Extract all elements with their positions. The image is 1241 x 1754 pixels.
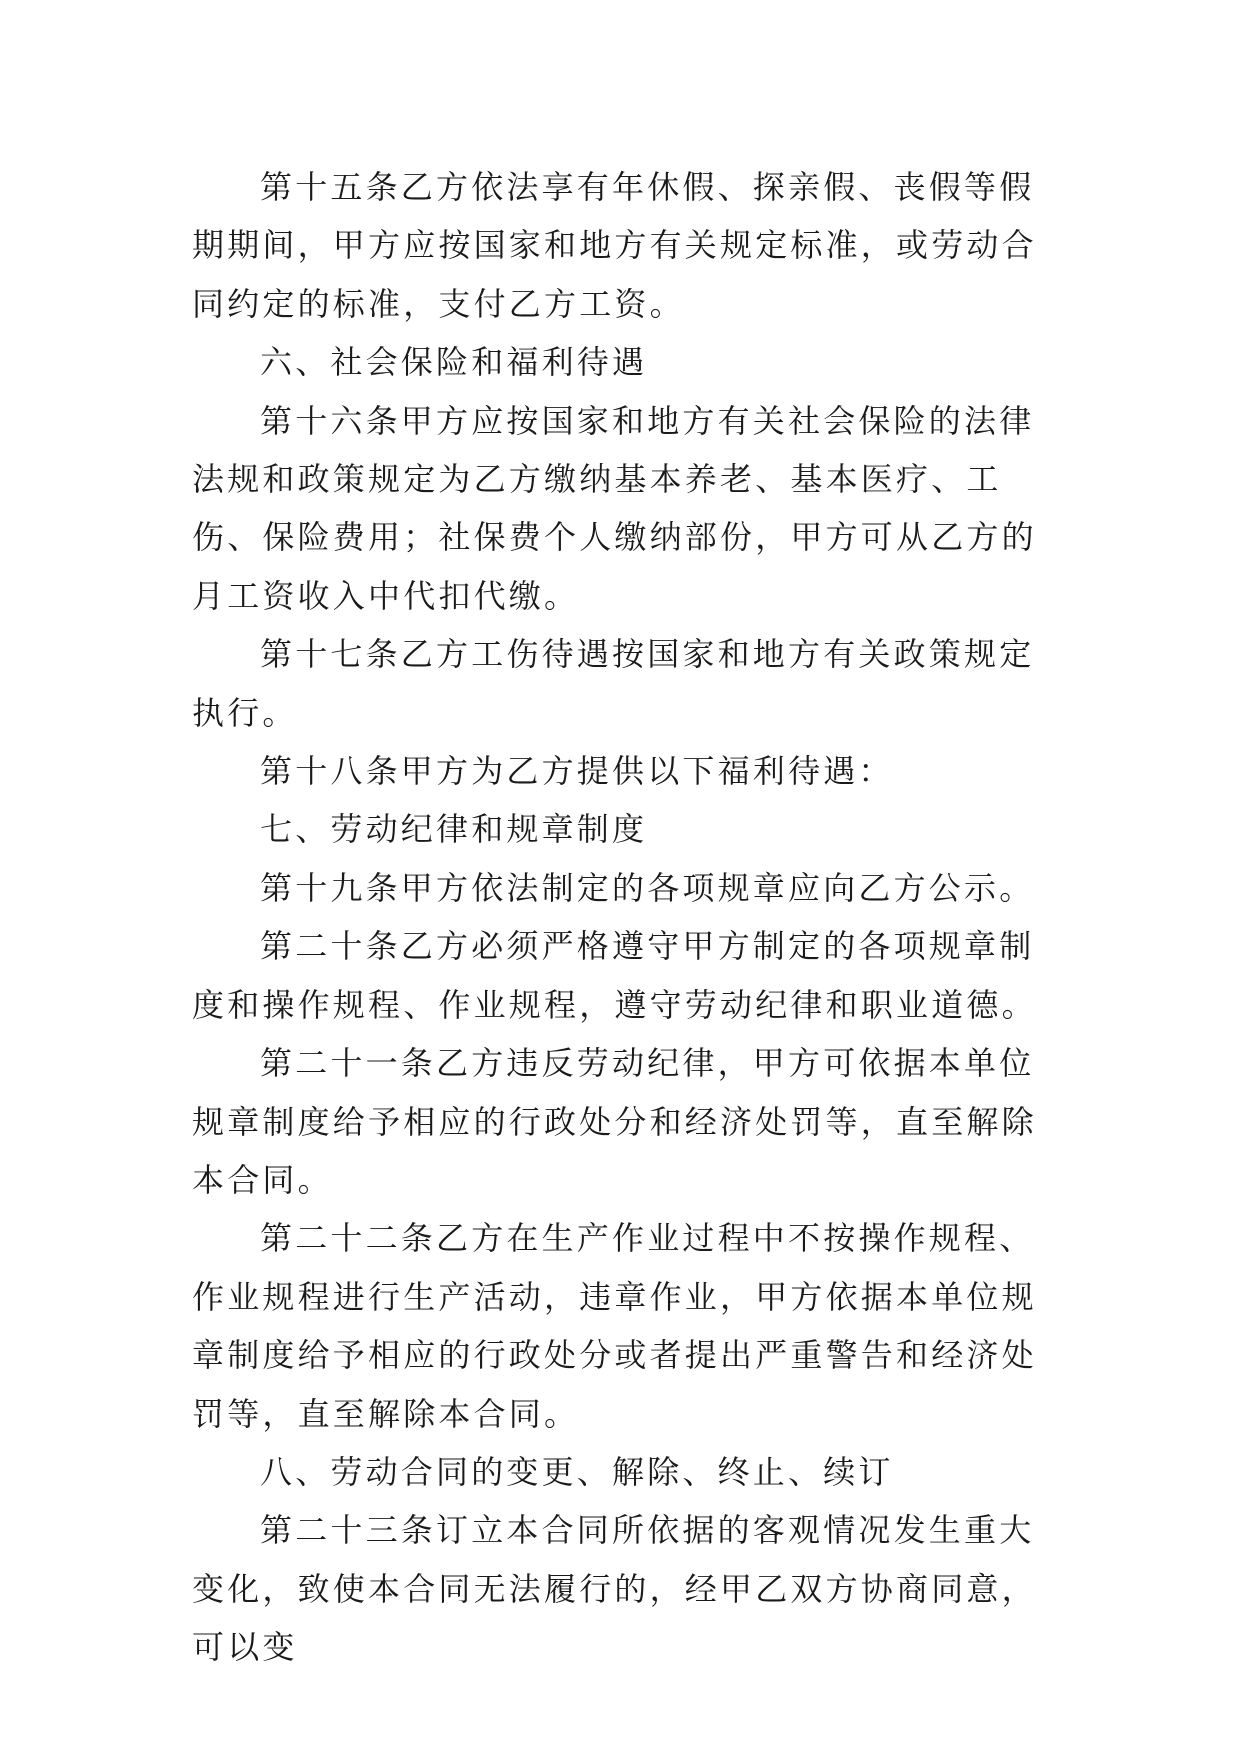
section-heading-contract-changes: 八、劳动合同的变更、解除、终止、续订	[260, 1452, 894, 1491]
section-heading-labor-discipline: 七、劳动纪律和规章制度	[260, 810, 648, 849]
paragraph-article-15: 第十五条乙方依法享有年休假、探亲假、丧假等假期期间，甲方应按国家和地方有关规定标准，或劳动合同约定的标准，支付乙方工资。	[192, 168, 1037, 323]
paragraph-article-18: 第十八条甲方为乙方提供以下福利待遇：	[260, 752, 894, 791]
paragraph-article-16: 第十六条甲方应按国家和地方有关社会保险的法律法规和政策规定为乙方缴纳基本养老、基本医疗、工伤、保险费用；社保费个人缴纳部份，甲方可从乙方的月工资收入中代扣代缴。	[192, 401, 1037, 615]
section-heading-social-insurance: 六、社会保险和福利待遇	[260, 343, 648, 382]
paragraph-article-19: 第十九条甲方依法制定的各项规章应向乙方公示。	[260, 868, 1035, 907]
paragraph-article-23: 第二十三条订立本合同所依据的客观情况发生重大变化，致使本合同无法履行的，经甲乙双方协商同意，可以变	[192, 1511, 1037, 1667]
document-body	[192, 158, 1062, 1677]
paragraph-article-22: 第二十二条乙方在生产作业过程中不按操作规程、作业规程进行生产活动，违章作业，甲方依据本单位规章制度给予相应的行政处分或者提出严重警告和经济处罚等，直至解除本合同。	[192, 1219, 1037, 1433]
paragraph-article-21: 第二十一条乙方违反劳动纪律，甲方可依据本单位规章制度给予相应的行政处分和经济处罚等，直至解除本合同。	[192, 1044, 1037, 1199]
paragraph-article-17: 第十七条乙方工伤待遇按国家和地方有关政策规定执行。	[192, 635, 1035, 732]
paragraph-article-20: 第二十条乙方必须严格遵守甲方制定的各项规章制度和操作规程、作业规程，遵守劳动纪律和职业道德。	[192, 927, 1037, 1024]
